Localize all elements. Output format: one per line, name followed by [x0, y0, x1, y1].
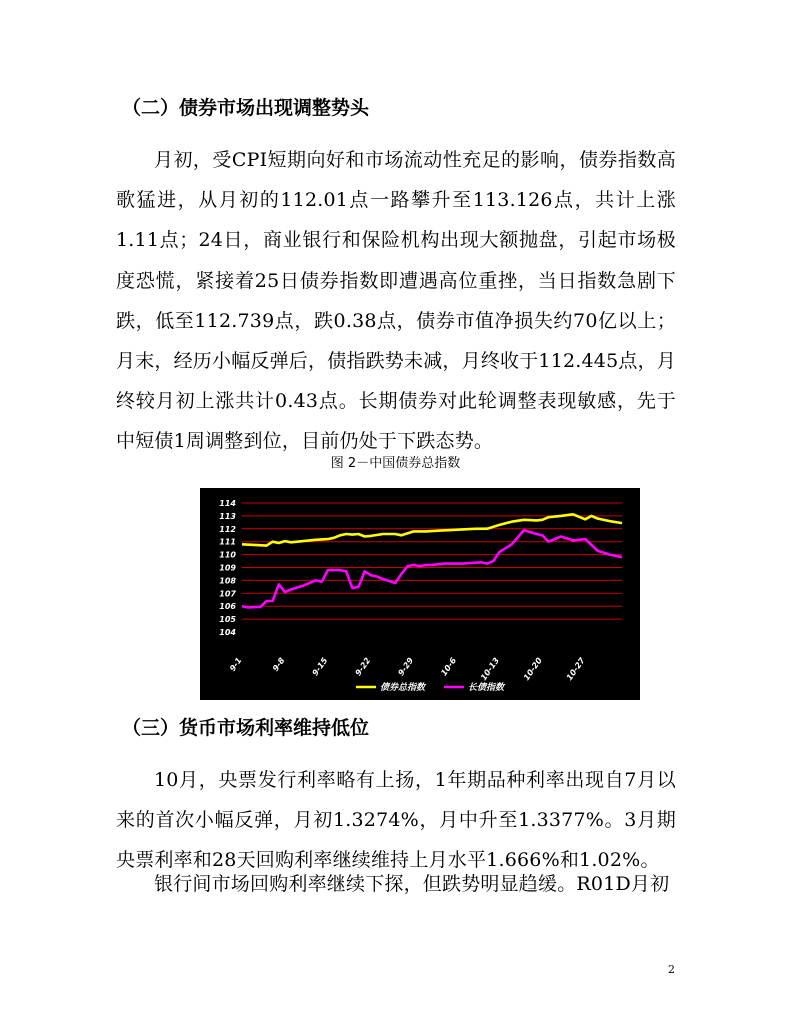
- y-tick-label: 109: [219, 563, 236, 573]
- y-tick-label: 113: [219, 511, 236, 521]
- y-tick-label: 108: [219, 576, 236, 586]
- x-tick-label: 10-20: [521, 655, 544, 683]
- y-tick-label: 114: [219, 499, 236, 508]
- figure-caption: 图 2－中国债券总指数: [330, 456, 461, 471]
- x-tick-label: 9-1: [227, 655, 244, 673]
- x-tick-label: 9-29: [396, 655, 416, 678]
- money-market-paragraph-1: 10月，央票发行利率略有上扬，1年期品种利率出现自7月以来的首次小幅反弹，月初1.3274%，月中升至1.3377%。3月期央票利率和28天回购利率继续维持上月水平1.666%和1.02%。: [116, 769, 676, 872]
- y-axis-ticks: [219, 499, 236, 637]
- x-tick-label: 9-8: [270, 655, 287, 673]
- x-tick-label: 10-13: [479, 655, 502, 683]
- y-tick-label: 112: [219, 524, 236, 534]
- legend-label-2: 长债指数: [468, 683, 505, 693]
- x-tick-label: 10-27: [564, 655, 587, 683]
- section-heading-bond-market: （二）债券市场出现调整势头: [122, 97, 370, 119]
- x-tick-label: 9-22: [353, 655, 373, 678]
- bond-index-chart: [200, 488, 640, 700]
- legend-label-1: 债券总指数: [380, 683, 426, 693]
- section-heading-money-market: （三）货币市场利率维持低位: [122, 717, 370, 739]
- y-tick-label: 107: [219, 589, 236, 599]
- x-tick-label: 10-6: [439, 655, 459, 678]
- y-tick-label: 110: [219, 550, 236, 560]
- y-tick-label: 106: [219, 602, 236, 612]
- y-tick-label: 111: [219, 537, 236, 547]
- page-number: 2: [668, 963, 675, 976]
- y-tick-label: 105: [219, 615, 236, 625]
- y-tick-label: 104: [219, 628, 236, 637]
- bond-market-paragraph: 月初，受CPI短期向好和市场流动性充足的影响，债券指数高歌猛进，从月初的112.01点一路攀升至113.126点，共计上涨1.11点；24日，商业银行和保险机构出现大额抛盘，引起市场极度恐慌，紧接着25日债券指数即遭遇高位重挫，当日指数急剧下跌，低至112.739点，跌0.38点，债券市值净损失约70亿以上；月末，经历小幅反弹后，债指跌势未减，月终收于112.445点，月终较月初上涨共计0.43点。长期债券对此轮调整表现敏感，先于中短债1周调整到位，目前仍处于下跌态势。: [116, 149, 676, 453]
- money-market-paragraph-2: 银行间市场回购利率继续下探，但跌势明显趋缓。R01D月初: [154, 873, 670, 895]
- x-tick-label: 9-15: [310, 655, 330, 678]
